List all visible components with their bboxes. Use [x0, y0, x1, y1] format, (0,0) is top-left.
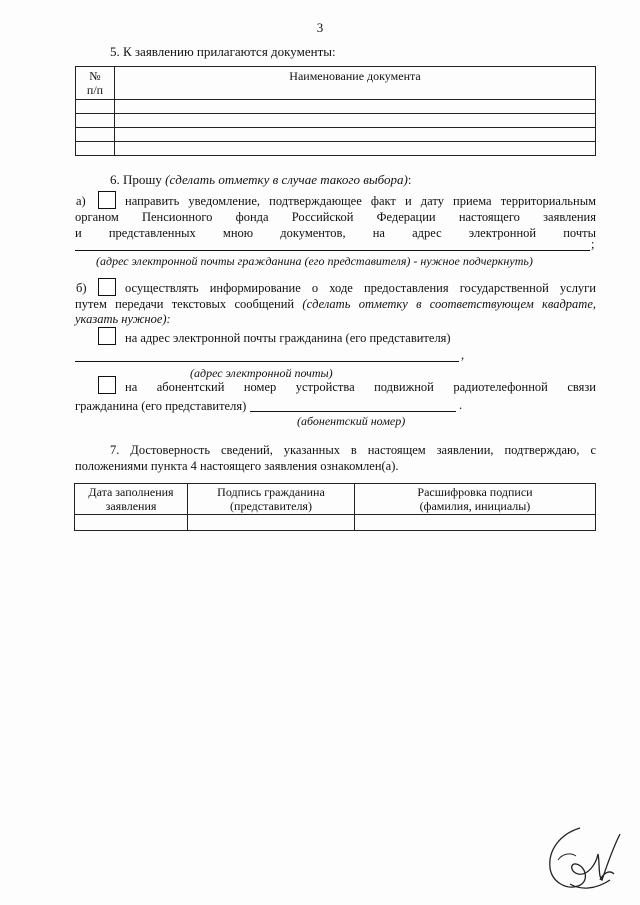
option-a-line3: и представленных мною документов, на адрес электронной почты [75, 226, 596, 240]
col-name-header [355, 484, 596, 515]
documents-table [75, 66, 596, 156]
option-b-label: б) [76, 281, 87, 295]
table-row [75, 515, 596, 531]
option-a-line1: направить уведомление, подтверждающее факт и дату приема территориальным [125, 194, 596, 208]
option-b-checkbox[interactable] [98, 278, 116, 296]
phone-caption: (абонентский номер) [297, 414, 406, 428]
phone-option-checkbox[interactable] [98, 376, 116, 394]
email-caption: (адрес электронной почты) [190, 366, 333, 380]
table-cell[interactable] [76, 142, 115, 156]
option-b-line2 [75, 297, 596, 312]
option-a-line-end: ; [591, 237, 595, 251]
date-cell[interactable] [75, 515, 188, 531]
page-number: 3 [316, 20, 324, 35]
email-address-line[interactable] [75, 361, 459, 362]
table-cell[interactable] [76, 128, 115, 142]
option-b-line2-note: (сделать отметку в соответствующем квадрате, [302, 297, 596, 311]
option-b-line3-note: указать нужное): [75, 312, 171, 326]
section5-heading: 5. К заявлению прилагаются документы: [110, 44, 336, 59]
col-date-line2: заявления [105, 499, 157, 513]
table-row [76, 142, 596, 156]
section6-heading-note: (сделать отметку в случае такого выбора) [165, 172, 408, 187]
table-row [76, 100, 596, 114]
phone-option-line2: гражданина (его представителя) [75, 399, 247, 413]
handwritten-signature-icon [540, 820, 630, 895]
col-name-line2: (фамилия, инициалы) [419, 499, 531, 513]
section6-heading-suffix: : [407, 172, 412, 187]
col-signature-line1: Подпись гражданина [217, 485, 325, 499]
col-number-line1: № [89, 69, 101, 83]
col-name-line1: Расшифровка подписи [417, 485, 533, 499]
documents-table-header [76, 67, 596, 100]
table-cell[interactable] [115, 142, 596, 156]
section7-line1: 7. Достоверность сведений, указанных в настоящем заявлении, подтверждаю, с [110, 443, 596, 457]
table-cell[interactable] [115, 114, 596, 128]
table-cell[interactable] [76, 114, 115, 128]
signature-cell[interactable] [188, 515, 355, 531]
col-signature-line2: (представителя) [230, 499, 312, 513]
col-date-line1: Дата заполнения [88, 485, 174, 499]
email-option-checkbox[interactable] [98, 327, 116, 345]
signature-table [74, 483, 596, 531]
email-option-label: на адрес электронной почты гражданина (его представителя) [125, 331, 451, 345]
phone-line-end: . [459, 398, 463, 412]
name-cell[interactable] [355, 515, 596, 531]
table-row [76, 114, 596, 128]
table-cell[interactable] [115, 128, 596, 142]
col-number-header [76, 67, 115, 100]
phone-option-line1: на абонентский номер устройства подвижной радиотелефонной связи [125, 380, 596, 394]
section7-line2: положениями пункта 4 настоящего заявления ознакомлен(а). [75, 459, 399, 473]
table-cell[interactable] [115, 100, 596, 114]
signature-table-header [75, 484, 596, 515]
phone-number-line[interactable] [250, 411, 456, 412]
section6-heading [110, 172, 411, 188]
option-a-caption: (адрес электронной почты гражданина (его представителя) - нужное подчеркнуть) [96, 254, 533, 268]
table-row [76, 128, 596, 142]
email-line-end: , [461, 348, 465, 362]
col-number-line2: п/п [86, 83, 104, 97]
option-a-line2: органом Пенсионного фонда Российской Федерации настоящего заявления [75, 210, 596, 224]
table-cell[interactable] [76, 100, 115, 114]
option-a-email-line[interactable] [75, 250, 590, 251]
col-signature-header [188, 484, 355, 515]
option-b-line2-text: путем передачи текстовых сообщений [75, 297, 303, 311]
col-date-header [75, 484, 188, 515]
option-b-line1: осуществлять информирование о ходе предоставления государственной услуги [125, 281, 596, 295]
col-document-name-header: Наименование документа [115, 67, 596, 100]
section6-heading-text: 6. Прошу [110, 172, 166, 187]
option-a-label: а) [76, 194, 86, 208]
option-a-checkbox[interactable] [98, 191, 116, 209]
